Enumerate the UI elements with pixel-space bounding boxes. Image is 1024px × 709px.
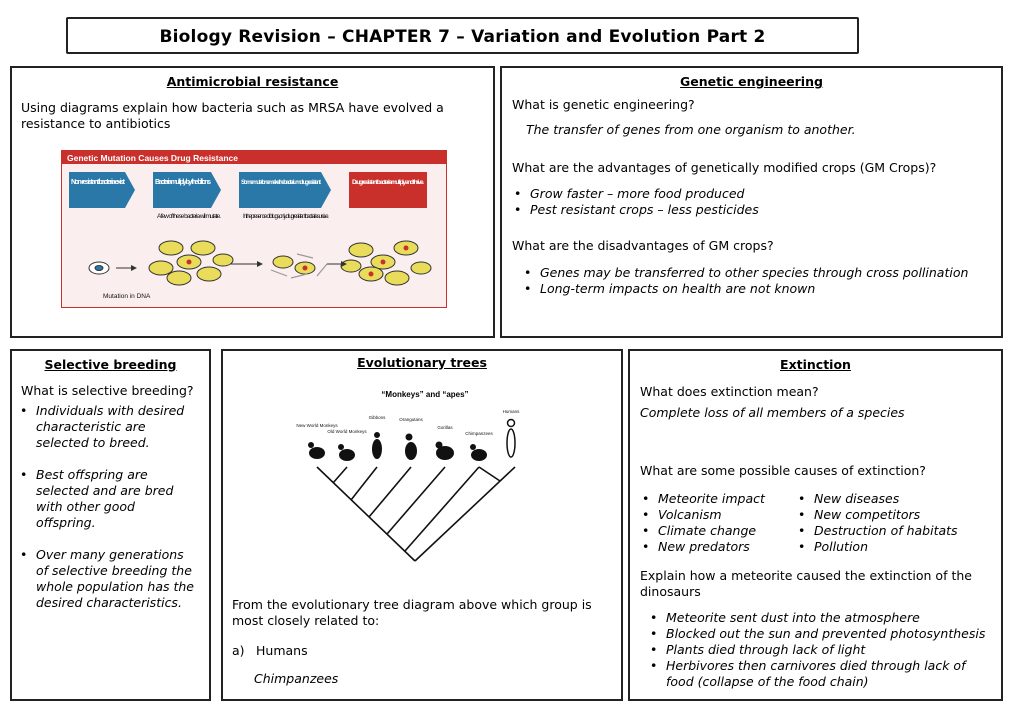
tree-label-orangutans: Orangutans <box>399 417 423 422</box>
list-item: • Over many generations of selective breeding the whole population has the desired characteristics. <box>18 547 198 611</box>
note-mutate: A few of these bacteria will mutate. <box>157 213 221 220</box>
drug-resistance-figure <box>61 150 447 308</box>
step-4-box <box>349 172 427 208</box>
tree-label-gorillas: Gorillas <box>437 425 453 430</box>
tree-label-humans: Humans <box>502 409 520 414</box>
list-item: • Volcanism <box>640 507 765 523</box>
list-item: • Genes may be transferred to other species through cross pollination <box>522 265 992 281</box>
extinction-q2: What are some possible causes of extinction? <box>640 463 926 478</box>
selective-heading: Selective breeding <box>44 357 177 372</box>
genetic-q3: What are the disadvantages of GM crops? <box>512 238 774 253</box>
trees-heading: Evolutionary trees <box>357 355 487 370</box>
antimicrobial-question: Using diagrams explain how bacteria such as MRSA have evolved a resistance to antibiotics <box>21 100 444 131</box>
selective-points <box>18 403 198 611</box>
antimicrobial-panel <box>10 66 495 338</box>
disadvantages-list <box>522 265 992 297</box>
selective-q1: What is selective breeding? <box>21 383 194 398</box>
step-2-label: Bacteria multiply by the billions <box>155 179 211 186</box>
list-item: • New predators <box>640 539 765 555</box>
selective-breeding-panel <box>10 349 211 701</box>
tree-label-old-world: Old World Monkeys <box>327 429 367 434</box>
extinction-heading: Extinction <box>780 357 851 372</box>
tree-branches <box>317 467 515 561</box>
trees-answer: Chimpanzees <box>254 671 339 686</box>
note-survive: In the presence of drugs, only drug resistant bacteria survive. <box>243 213 329 220</box>
advantages-list <box>512 186 759 218</box>
list-item: • Pest resistant crops – less pesticides <box>512 202 759 218</box>
antimicrobial-heading: Antimicrobial resistance <box>166 74 339 89</box>
list-item: • Destruction of habitats <box>796 523 958 539</box>
figure-banner: Genetic Mutation Causes Drug Resistance <box>67 153 238 163</box>
trees-item: Humans <box>256 643 308 658</box>
extinction-q3: Explain how a meteorite caused the extinction of the dinosaurs <box>640 568 972 599</box>
causes-right-list <box>796 491 958 555</box>
extinction-a1: Complete loss of all members of a species <box>640 405 905 420</box>
list-item: • New diseases <box>796 491 958 507</box>
genetic-q1: What is genetic engineering? <box>512 97 695 112</box>
genetic-a1: The transfer of genes from one organism to another. <box>526 122 856 137</box>
list-item: • Blocked out the sun and prevented photosynthesis <box>648 626 990 642</box>
list-item: • Pollution <box>796 539 958 555</box>
tree-diagram-title: “Monkeys” and “apes” <box>381 390 469 399</box>
list-item: • Meteorite sent dust into the atmosphere <box>648 610 990 626</box>
step-3-label: Some mutations make the bacterium drug resistant <box>241 179 321 186</box>
list-item: • Long-term impacts on health are not known <box>522 281 992 297</box>
extinction-q1: What does extinction mean? <box>640 384 819 399</box>
title-banner <box>66 17 859 54</box>
page-title: Biology Revision – CHAPTER 7 – Variation and Evolution Part 2 <box>159 27 766 47</box>
extinction-panel <box>628 349 1003 701</box>
evolutionary-tree-diagram <box>295 383 555 565</box>
primate-silhouettes <box>308 420 515 462</box>
step-1-arrow <box>69 172 135 208</box>
step-3-arrow <box>239 172 331 208</box>
trees-question: From the evolutionary tree diagram above which group is most closely related to: <box>232 597 592 628</box>
tree-label-chimpanzees: Chimpanzees <box>465 431 493 436</box>
step-2-arrow <box>153 172 221 208</box>
list-item: • Herbivores then carnivores died through lack of food (collapse of the food chain) <box>648 658 990 690</box>
list-item: • Climate change <box>640 523 765 539</box>
step-4-label: Drug resistant bacteria multiply and thrive. <box>352 179 424 186</box>
meteorite-list <box>648 610 990 690</box>
evolutionary-trees-panel <box>221 349 623 701</box>
trees-item-marker: a) <box>232 643 245 658</box>
tree-label-gibbons: Gibbons <box>368 415 386 420</box>
list-item: • Grow faster – more food produced <box>512 186 759 202</box>
causes-left-list <box>640 491 765 555</box>
mutation-label: Mutation in DNA <box>103 293 151 300</box>
step-1-label: Non-resistant bacteria exist <box>71 179 125 186</box>
genetic-q2: What are the advantages of genetically modified crops (GM Crops)? <box>512 160 937 175</box>
list-item: • Meteorite impact <box>640 491 765 507</box>
list-item: • New competitors <box>796 507 958 523</box>
list-item: • Best offspring are selected and are bred with other good offspring. <box>18 467 198 531</box>
tree-label-new-world: New World Monkeys <box>296 423 338 428</box>
genetic-heading: Genetic engineering <box>680 74 823 89</box>
genetic-engineering-panel <box>500 66 1003 338</box>
list-item: • Individuals with desired characteristic are selected to breed. <box>18 403 198 451</box>
list-item: • Plants died through lack of light <box>648 642 990 658</box>
